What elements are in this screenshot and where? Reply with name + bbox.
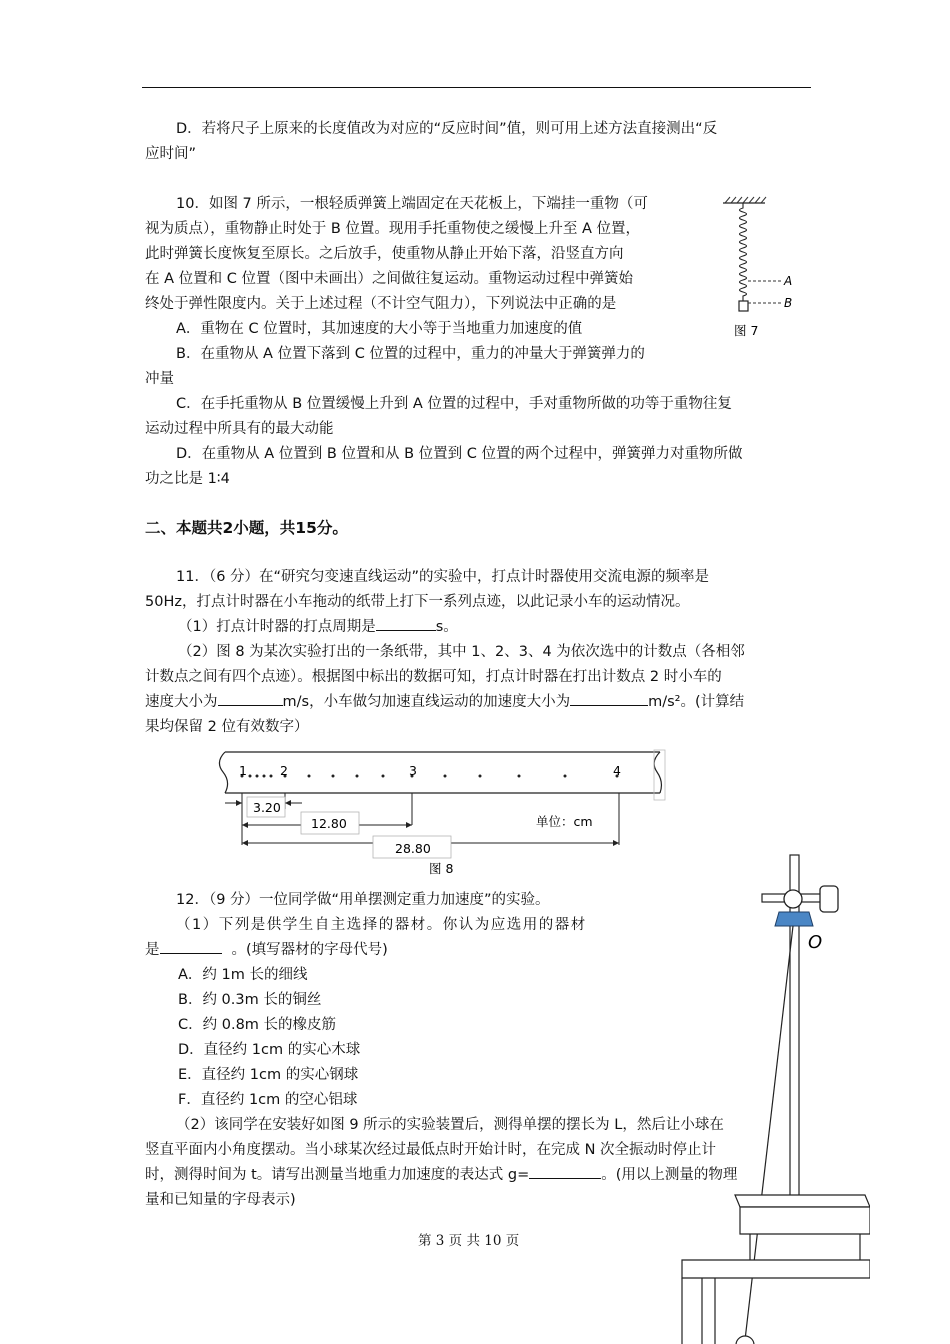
q9-option-d-line2: 应时间” <box>145 146 197 162</box>
q12-part1-line1: （1）下列是供学生自主选择的器材。你认为应选用的器材 <box>176 917 587 933</box>
q11-stem-line2: 50Hz，打点计时器在小车拖动的纸带上打下一系列点迹，以此记录小车的运动情况。 <box>145 594 690 610</box>
q12-option-e: E．直径约 1cm 的实心钢球 <box>178 1067 359 1083</box>
q12-part1-prefix: 是 <box>145 942 160 958</box>
q10-option-b-line2: 冲量 <box>145 371 174 387</box>
q11-part2-line1: （2）图 8 为某次实验打出的一条纸带，其中 1、2、3、4 为依次选中的计数点（各相邻 <box>178 644 745 660</box>
section-2-heading: 二、本题共2小题，共15分。 <box>145 519 348 537</box>
q12-part2-suffix: 。(用以上测量的物理 <box>601 1167 738 1183</box>
q11-part2-line3 <box>145 690 744 715</box>
q10-stem-line2: 视为质点），重物静止时处于 B 位置。现用手托重物使之缓慢上升至 A 位置， <box>145 221 641 237</box>
page-number: 第 3 页 共 10 页 <box>418 1233 520 1249</box>
q10-option-a: A．重物在 C 位置时，其加速度的大小等于当地重力加速度的值 <box>176 321 583 337</box>
q10-stem-line3: 此时弹簧长度恢复至原长。之后放手，使重物从静止开始下落，沿竖直方向 <box>145 246 624 262</box>
q11-part2-line4: 果均保留 2 位有效数字） <box>145 719 309 735</box>
q11-part2-line2: 计数点之间有四个点迹）。根据图中标出的数据可知，打点计时器在打出计数点 2 时小车的 <box>145 669 722 685</box>
q12-part2-line3 <box>145 1163 737 1188</box>
fig8-point-3: 3 <box>409 763 417 778</box>
q11-part2-suffix: m/s²。(计算结 <box>648 694 745 710</box>
q12-option-b: B．约 0.3m 长的铜丝 <box>178 992 322 1008</box>
fig8-dim-12-80: 12.80 <box>311 816 347 831</box>
fig9-label-o: O <box>808 932 823 953</box>
q11-part1 <box>178 615 458 640</box>
q12-part2-line2: 竖直平面内小角度摆动。当小球某次经过最低点时开始计时，在完成 N 次全振动时停止计 <box>145 1142 717 1158</box>
header-rule <box>142 87 811 88</box>
fig7-label-a: A <box>784 274 793 288</box>
fig8-unit: 单位：cm <box>536 814 593 829</box>
q12-equipment-blank[interactable] <box>160 939 222 954</box>
q11-stem-line1: 11．（6 分）在“研究匀变速直线运动”的实验中，打点计时器使用交流电源的频率是 <box>176 569 710 585</box>
q10-option-b-line1: B．在重物从 A 位置下落到 C 位置的过程中，重力的冲量大于弹簧弹力的 <box>176 346 645 362</box>
q10-stem-line1: 10．如图 7 所示，一根轻质弹簧上端固定在天花板上，下端挂一重物（可 <box>176 196 648 212</box>
q12-g-expression-blank[interactable] <box>529 1164 601 1179</box>
fig8-caption: 图 8 <box>429 861 454 876</box>
figure-9-pendulum <box>680 850 870 1344</box>
q9-option-d-line1: D．若将尺子上原来的长度值改为对应的“反应时间”值，则可用上述方法直接测出“反 <box>176 121 718 137</box>
figure-7-spring <box>715 195 815 345</box>
q12-stem: 12．（9 分）一位同学做“用单摆测定重力加速度”的实验。 <box>176 892 550 908</box>
fig7-caption: 图 7 <box>734 323 759 338</box>
fig8-point-1: 1 <box>239 763 247 778</box>
fig8-dim-28-80: 28.80 <box>395 841 431 856</box>
q11-part1-unit: s。 <box>435 619 458 635</box>
q10-option-c-line2: 运动过程中所具有的最大动能 <box>145 421 334 437</box>
fig8-dim-3-20: 3.20 <box>253 800 281 815</box>
q12-part1-suffix: 。(填写器材的字母代号) <box>231 942 388 958</box>
fig8-point-2: 2 <box>280 763 288 778</box>
q12-option-c: C．约 0.8m 长的橡皮筋 <box>178 1017 337 1033</box>
q10-stem-line4: 在 A 位置和 C 位置（图中未画出）之间做往复运动。重物运动过程中弹簧始 <box>145 271 633 287</box>
fig8-point-4: 4 <box>613 763 621 778</box>
q10-stem-line5: 终处于弹性限度内。关于上述过程（不计空气阻力），下列说法中正确的是 <box>145 296 617 312</box>
q11-part2-velocity-text: 速度大小为 <box>145 694 218 710</box>
q11-part2-accel-text: m/s，小车做匀加速直线运动的加速度大小为 <box>282 694 571 710</box>
figure-8-tape <box>205 745 675 880</box>
q12-option-a: A．约 1m 长的细线 <box>178 967 308 983</box>
q12-part1-line2 <box>145 938 388 963</box>
q11-velocity-blank[interactable] <box>218 691 283 706</box>
q10-option-d-line2: 功之比是 1∶4 <box>145 471 230 487</box>
q10-option-c-line1: C．在手托重物从 B 位置缓慢上升到 A 位置的过程中，手对重物所做的功等于重物往复 <box>176 396 732 412</box>
q10-option-d-line1: D．在重物从 A 位置到 B 位置和从 B 位置到 C 位置的两个过程中，弹簧弹力对重物所做 <box>176 446 743 462</box>
q12-part2-expression-text: 时，测得时间为 t。请写出测量当地重力加速度的表达式 g= <box>145 1167 530 1183</box>
q12-option-d: D．直径约 1cm 的实心木球 <box>178 1042 361 1058</box>
q12-part2-line4: 量和已知量的字母表示) <box>145 1192 296 1208</box>
q11-part1-text: （1）打点计时器的打点周期是 <box>178 619 376 635</box>
q11-period-blank[interactable] <box>376 616 436 631</box>
q12-option-f: F．直径约 1cm 的空心铝球 <box>178 1092 358 1108</box>
q12-part2-line1: （2）该同学在安装好如图 9 所示的实验装置后，测得单摆的摆长为 L，然后让小球在 <box>176 1117 724 1133</box>
q11-acceleration-blank[interactable] <box>570 691 648 706</box>
fig7-label-b: B <box>784 296 793 310</box>
